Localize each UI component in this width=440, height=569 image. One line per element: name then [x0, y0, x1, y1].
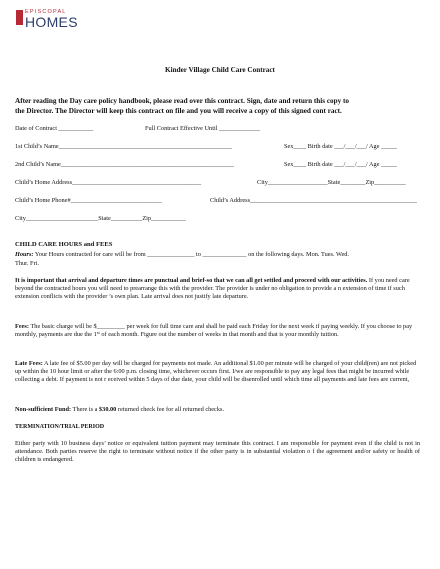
first-child-name-field[interactable]: 1st Child’s Name_______________________________________________________	[15, 143, 232, 150]
arrival-text: If you need care beyond the contracted hours you will need to prearrange this with the provider. The provider is under no obligation to provide a n extension of time if such extension conflicts with the provider ’s own plan. Late arrival does not justify late departure.	[15, 277, 410, 301]
late-fees-paragraph	[15, 360, 420, 385]
fees-text-1: The basic charge will be $_________ per week for full time care and shall be paid each Friday for the next week if paying weekly. If you choose to pay monthly, payments are due the 1	[15, 323, 413, 339]
fees-text-2: of each month. Figure out the number of weeks in that month and that is your monthly tuition.	[99, 331, 339, 339]
fees-superscript: st	[96, 330, 100, 336]
first-child-details-field[interactable]: Sex____ Birth date ___/___/___/ Age _____	[284, 143, 397, 150]
arrival-bold-text: It is important that arrival and departure times are punctual and brief-so that we can all get settled and proceed with our activities.	[15, 277, 368, 284]
home-address-field[interactable]: Child’s Home Address_________________________________________	[15, 179, 202, 186]
nsf-text-2: returned check fee for all returned checks.	[116, 406, 225, 413]
second-child-details-field[interactable]: Sex____ Birth date ___/___/___/ Age _____	[284, 161, 397, 168]
hours-fees-heading: CHILD CARE HOURS and FEES	[15, 241, 113, 248]
fees-paragraph	[15, 323, 420, 339]
arrival-paragraph	[15, 277, 420, 302]
date-of-contract-field[interactable]: Date of Contract ___________	[15, 125, 94, 132]
nsf-label: Non-sufficient Fund:	[15, 406, 72, 413]
logo-mark	[16, 10, 23, 25]
city-state-zip-field[interactable]: City_______________________State__________Zip___________	[15, 215, 186, 222]
nsf-text-1: There is a	[71, 406, 100, 413]
termination-heading: TERMINATION/TRIAL PERIOD	[15, 424, 105, 430]
childs-address-field[interactable]: Child’s Address_____________________________________________________	[210, 197, 417, 204]
hours-text: Your Hours contracted for care will be from _______________ to ______________ on the following days. Mon. Tues. Wed.	[33, 251, 349, 258]
hours-line-2: Thur. Fri.	[15, 260, 39, 267]
fees-label: Fees:	[15, 323, 29, 330]
nsf-paragraph	[15, 406, 420, 414]
late-fees-label: Late Fees:	[15, 360, 43, 367]
second-child-name-field[interactable]: 2nd Child’s Name_______________________________________________________	[15, 161, 234, 168]
hours-label: Hours:	[15, 251, 34, 258]
hours-line-1	[15, 251, 349, 259]
logo-main-text: HOMES	[25, 14, 78, 30]
home-city-state-zip-field[interactable]: City___________________State________Zip__________	[257, 179, 406, 186]
termination-paragraph: Either party with 10 business days’ notice or equivalent tuition payment may terminate this contract. I am responsible for payment even if the child is not in attendance. Both parties reserve the right to terminate without notice if the other party is in substantial violation o f the agreement and/or safety or health of children is endangered.	[15, 440, 420, 464]
logo-top-text: EPISCOPAL	[25, 9, 67, 15]
intro-line-1: After reading the Day care policy handbook, please read over this contract. Sign, date and return this copy to	[15, 97, 350, 105]
late-fees-text: A late fee of $5.00 per day will be charged for payments not made. An additional $1.00 per minute will be charged of your child(ren) are not picked up within the 10 hour limit or after the 6:00 p.m. closing time, whichever occurs first. I/we are responsible to pay any legal fees that might be incurred while collecting a debt. If payment is not r eceived within 5 days of due date, your child will be disenrolled until which time all payments and late fees are current,	[15, 360, 417, 384]
effective-until-field[interactable]: Full Contract Effective Until _____________	[145, 125, 260, 132]
document-title: Kinder Village Child Care Contract	[165, 66, 275, 74]
intro-line-2: the Director. The Director will keep this contract on file and you will receive a copy of this signed cont ract.	[15, 107, 342, 115]
home-phone-field[interactable]: Child’s Home Phone#_____________________________	[15, 197, 162, 204]
nsf-amount: $30.00	[99, 406, 117, 413]
